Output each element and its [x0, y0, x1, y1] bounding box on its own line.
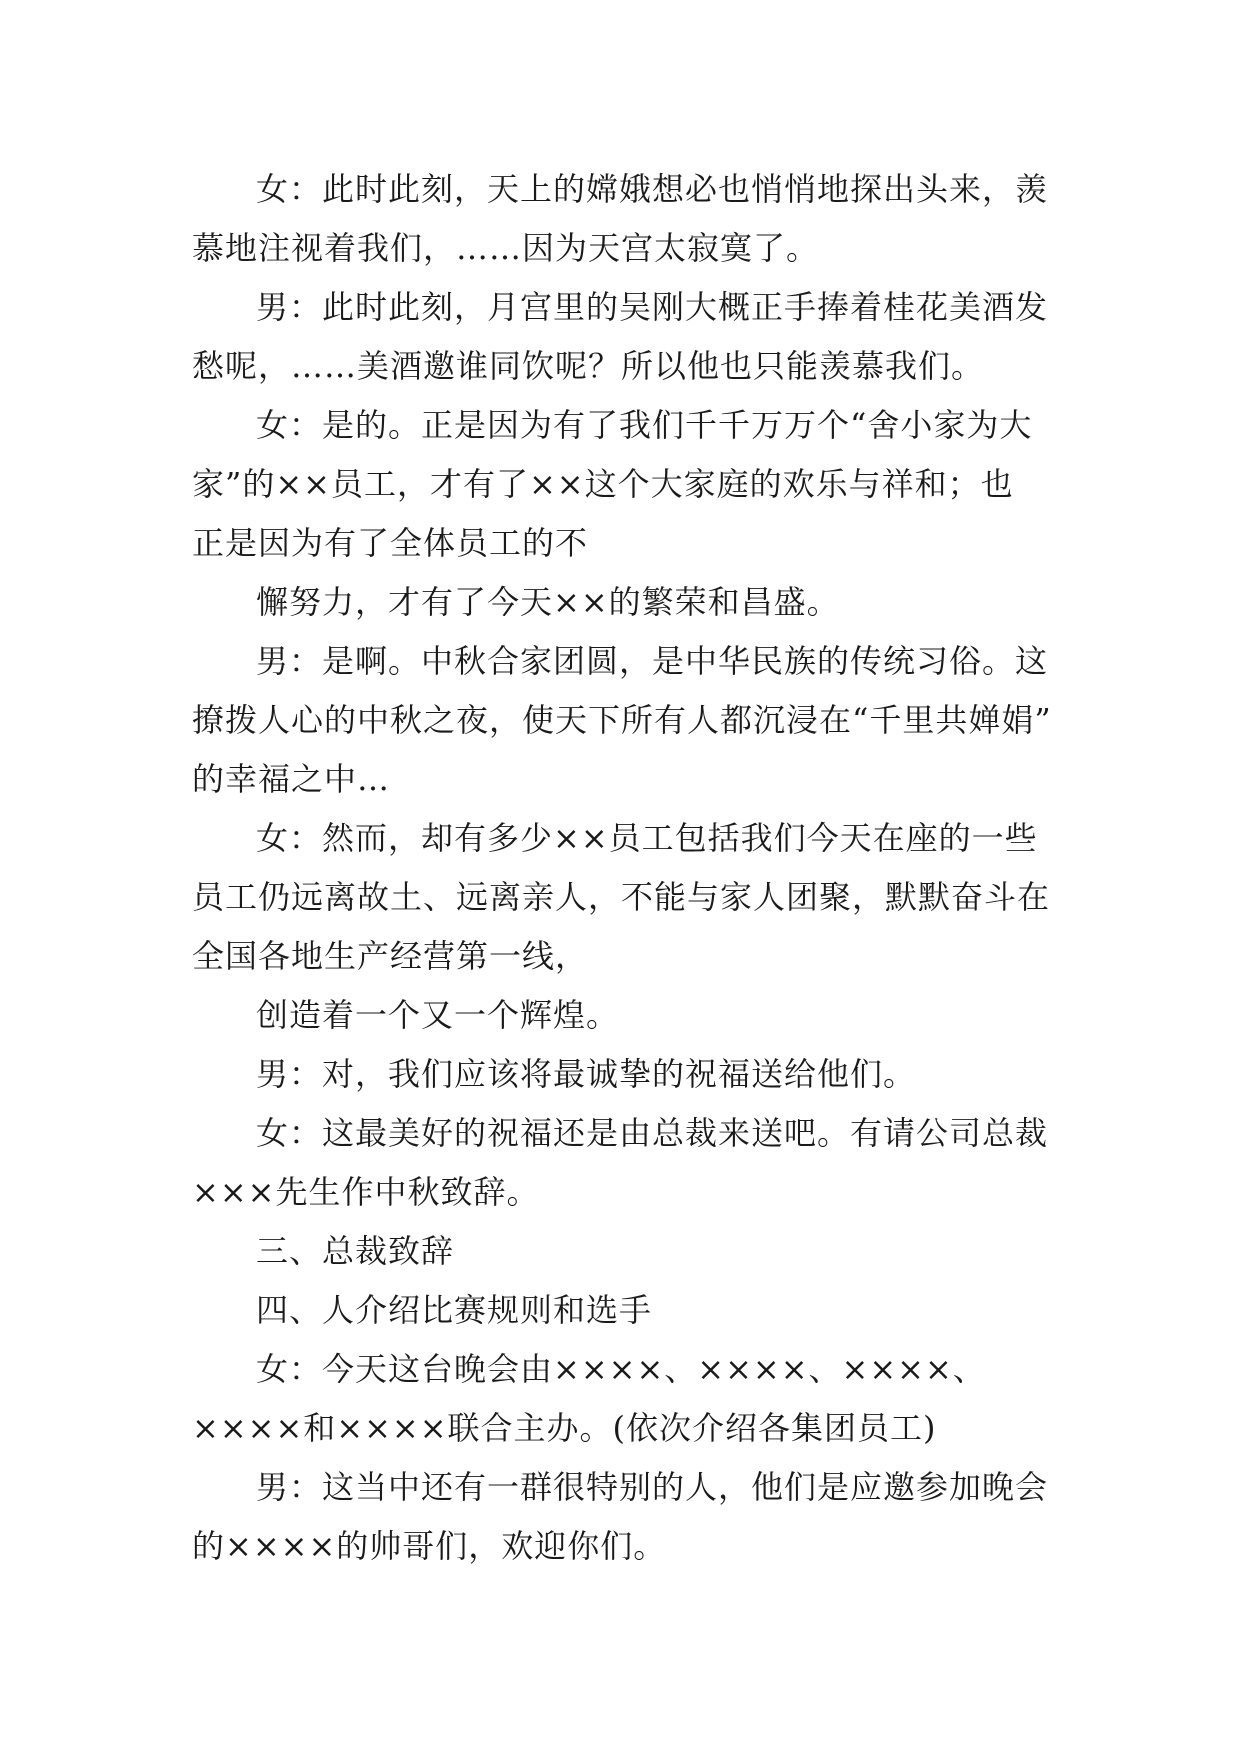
- paragraph-line: ××××和××××联合主办。(依次介绍各集团员工): [192, 1409, 937, 1447]
- paragraph-line: 的××××的帅哥们，欢迎你们。: [192, 1527, 667, 1565]
- paragraph: [192, 986, 1062, 1045]
- paragraph-line: 员工仍远离故土、远离亲人，不能与家人团聚，默默奋斗在: [192, 878, 1051, 916]
- paragraph-line: 正是因为有了全体员工的不: [192, 524, 589, 562]
- paragraph-line: 女：是的。正是因为有了我们千千万万个“舍小家为大: [256, 406, 1033, 444]
- paragraph: [192, 160, 1062, 278]
- paragraph-line: 全国各地生产经营第一线，: [192, 937, 589, 975]
- paragraph-line: 三、总裁致辞: [256, 1232, 455, 1270]
- paragraph-line: 女：然而，却有多少××员工包括我们今天在座的一些: [256, 819, 1038, 857]
- paragraph: [192, 396, 1062, 573]
- paragraph: [192, 1340, 1062, 1458]
- paragraph-line: 男：此时此刻，月宫里的吴刚大概正手捧着桂花美酒发: [256, 288, 1049, 326]
- paragraph: [192, 1458, 1062, 1576]
- paragraph-line: ×××先生作中秋致辞。: [192, 1173, 540, 1211]
- section-heading: [192, 1222, 1062, 1281]
- paragraph-line: 男：这当中还有一群很特别的人，他们是应邀参加晚会: [256, 1468, 1049, 1506]
- paragraph-line: 男：是啊。中秋合家团圆，是中华民族的传统习俗。这: [256, 642, 1049, 680]
- paragraph: [192, 1104, 1062, 1222]
- paragraph-line: 女：这最美好的祝福还是由总裁来送吧。有请公司总裁: [256, 1114, 1049, 1152]
- paragraph-line: 四、人介绍比赛规则和选手: [256, 1291, 653, 1329]
- paragraph: [192, 632, 1062, 809]
- paragraph-line: 女：此时此刻，天上的嫦娥想必也悄悄地探出头来，羡: [256, 170, 1049, 208]
- paragraph-line: 的幸福之中…: [192, 760, 391, 798]
- section-heading: [192, 1281, 1062, 1340]
- paragraph: [192, 1045, 1062, 1104]
- paragraph-line: 愁呢，……美酒邀谁同饮呢？所以他也只能羡慕我们。: [192, 347, 985, 385]
- paragraph-line: 创造着一个又一个辉煌。: [256, 996, 620, 1034]
- document-body: [192, 160, 1062, 1576]
- paragraph-line: 家”的××员工，才有了××这个大家庭的欢乐与祥和；也: [192, 465, 1014, 503]
- paragraph-line: 懈努力，才有了今天××的繁荣和昌盛。: [256, 583, 840, 621]
- paragraph-line: 撩拨人心的中秋之夜，使天下所有人都沉浸在“千里共婵娟”: [192, 701, 1052, 739]
- paragraph-line: 慕地注视着我们，……因为天宫太寂寞了。: [192, 229, 820, 267]
- paragraph: [192, 809, 1062, 986]
- paragraph: [192, 573, 1062, 632]
- paragraph: [192, 278, 1062, 396]
- paragraph-line: 男：对，我们应该将最诚挚的祝福送给他们。: [256, 1055, 917, 1093]
- paragraph-line: 女：今天这台晚会由××××、××××、××××、: [256, 1350, 986, 1388]
